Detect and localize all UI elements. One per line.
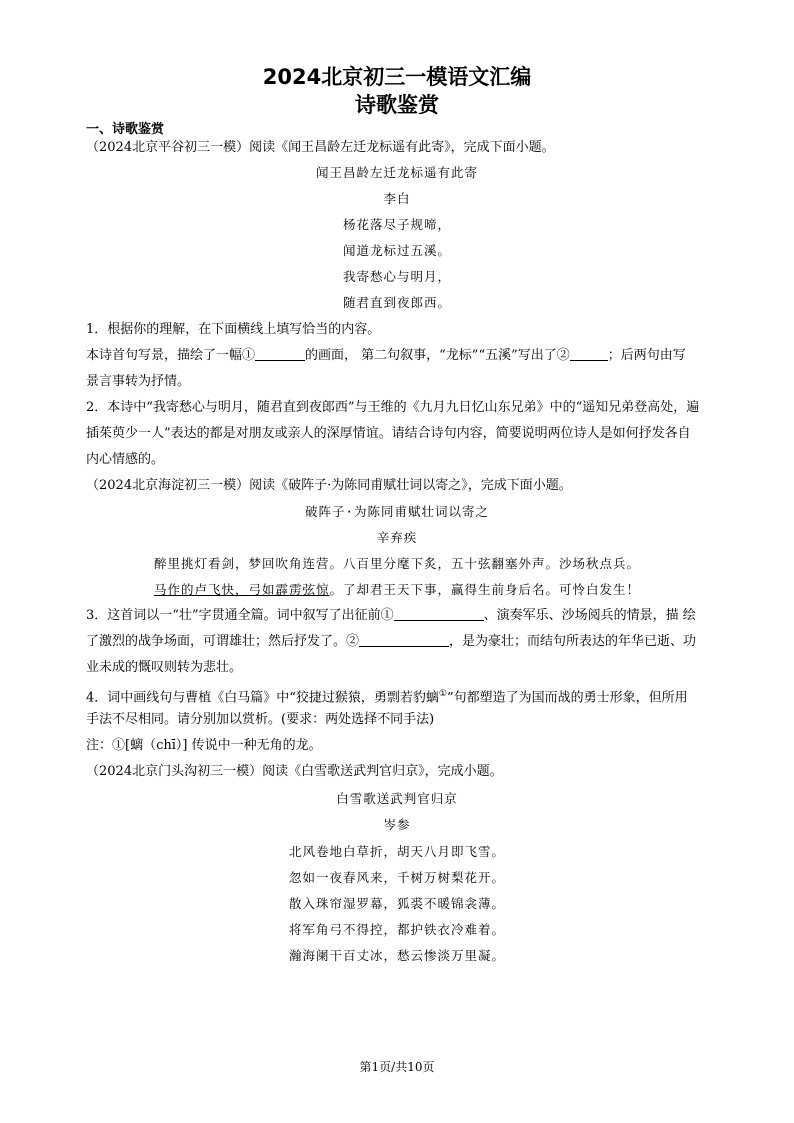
- question-4-line-1: [86, 685, 708, 707]
- question-1-line: [86, 347, 708, 365]
- question-3-text-a: 3．这首词以一“壮”字贯通全篇。词中叙写了出征前①: [86, 608, 394, 623]
- answer-blank-3[interactable]: [394, 607, 484, 621]
- poem3-title: 白雪歌送武判官归京: [336, 791, 458, 806]
- question-3-line-1: [86, 607, 708, 625]
- poem2-title: 破阵子·为陈同甫赋壮词以寄之: [304, 504, 490, 519]
- poem1-title: 闻王昌龄左迁龙标遥有此寄: [315, 165, 478, 180]
- poem3-line: 将军角弓不得控，都护铁衣冷难着。: [288, 922, 505, 937]
- poem3-line: 散入珠帘湿罗幕，狐裘不暖锦衾薄。: [288, 896, 505, 911]
- question-3-text-c: 了激烈的战争场面，可谓雄壮；然后抒发了。②: [86, 634, 360, 649]
- section-heading: 一、诗歌鉴赏: [86, 122, 165, 137]
- answer-blank-1[interactable]: [255, 347, 305, 361]
- poem3-author: 岑参: [383, 817, 411, 832]
- underlined-verse: 马作的卢飞快，弓如霹雳弦惊: [153, 582, 330, 597]
- poem2-line-1: 醉里挑灯看剑，梦回吹角连营。八百里分麾下炙，五十弦翻塞外声。沙场秋点兵。: [153, 556, 640, 571]
- poem1-line: 杨花落尽子规啼，: [342, 217, 451, 232]
- poem3-line: 北风卷地白草折，胡天八月即飞雪。: [288, 844, 505, 859]
- poem3-line: 忽如一夜春风来，千树万树梨花开。: [288, 870, 505, 885]
- question-4-line-2: 手法不尽相同。请分别加以赏析。(要求：两处选择不同手法): [86, 712, 435, 727]
- question-3-text-d: ，是为豪壮；而结句所表达的年华已逝、功: [449, 634, 697, 649]
- question-intro-3: （2024北京门头沟初三一模）阅读《白雪歌送武判官归京》，完成小题。: [86, 764, 503, 779]
- question-1-stem: 1．根据你的理解，在下面横线上填写恰当的内容。: [86, 322, 381, 337]
- question-1-line-2: 景言事转为抒情。: [86, 374, 191, 389]
- document-subtitle: 诗歌鉴赏: [355, 93, 439, 117]
- answer-blank-4[interactable]: [359, 633, 449, 647]
- question-1-text-b: 的画面， 第二句叙事，“龙标”“五溪”写出了②: [305, 348, 570, 363]
- poem1-line: 我寄愁心与明月，: [342, 269, 451, 284]
- question-4-text-a: 4．词中画线句与曹植《白马篇》中“狡捷过猴猿，勇剽若豹螭: [86, 690, 439, 706]
- answer-blank-2[interactable]: [570, 347, 608, 361]
- document-title: 2024北京初三一模语文汇编: [262, 65, 532, 89]
- question-1-text-a: 本诗首句写景，描绘了一幅①: [86, 348, 256, 363]
- question-intro-2: （2024北京海淀初三一模）阅读《破阵子·为陈同甫赋壮词以寄之》，完成下面小题。: [86, 478, 572, 493]
- poem1-author: 李白: [383, 191, 411, 206]
- poem1-line: 闻道龙标过五溪。: [342, 243, 451, 258]
- question-3-text-b: 、演奏军乐、沙场阅兵的情景，描 绘: [483, 608, 696, 623]
- question-2-line-1: 2．本诗中“我寄愁心与明月，随君直到夜郎西”与王维的《九月九日忆山东兄弟》中的“遥知兄弟登高处，遍: [86, 400, 700, 415]
- poem2-author: 辛弃疾: [376, 530, 418, 545]
- question-2-line-3: 内心情感的。: [86, 452, 165, 467]
- poem2-line-2-rest: 。了却君王天下事，赢得生前身后名。可怜白发生！: [329, 582, 641, 597]
- question-4-text-b: ”句都塑造了为国而战的勇士形象，但所用: [447, 690, 688, 706]
- poem1-line: 随君直到夜郎西。: [342, 295, 451, 310]
- question-3-line-3: 业未成的慨叹则转为悲壮。: [86, 660, 243, 675]
- question-intro-1: （2024北京平谷初三一模）阅读《闻王昌龄左迁龙标遥有此寄》，完成下面小题。: [86, 140, 555, 155]
- poem3-line: 瀚海阑干百丈冰，愁云惨淡万里凝。: [288, 948, 505, 963]
- question-3-line-2: [86, 633, 708, 651]
- question-1-text-c: ；后两句由写: [607, 348, 686, 363]
- poem2-line-2: [0, 581, 794, 599]
- footnote-marker: ①: [438, 689, 447, 699]
- footnote: 注：①[螭（chī）] 传说中一种无角的龙。: [86, 738, 322, 753]
- page-number: 第1页/共10页: [359, 1060, 435, 1074]
- question-2-line-2: 插茱萸少一人”表达的都是对朋友或亲人的深厚情谊。请结合诗句内容，简要说明两位诗人是如何抒发各自: [86, 426, 691, 441]
